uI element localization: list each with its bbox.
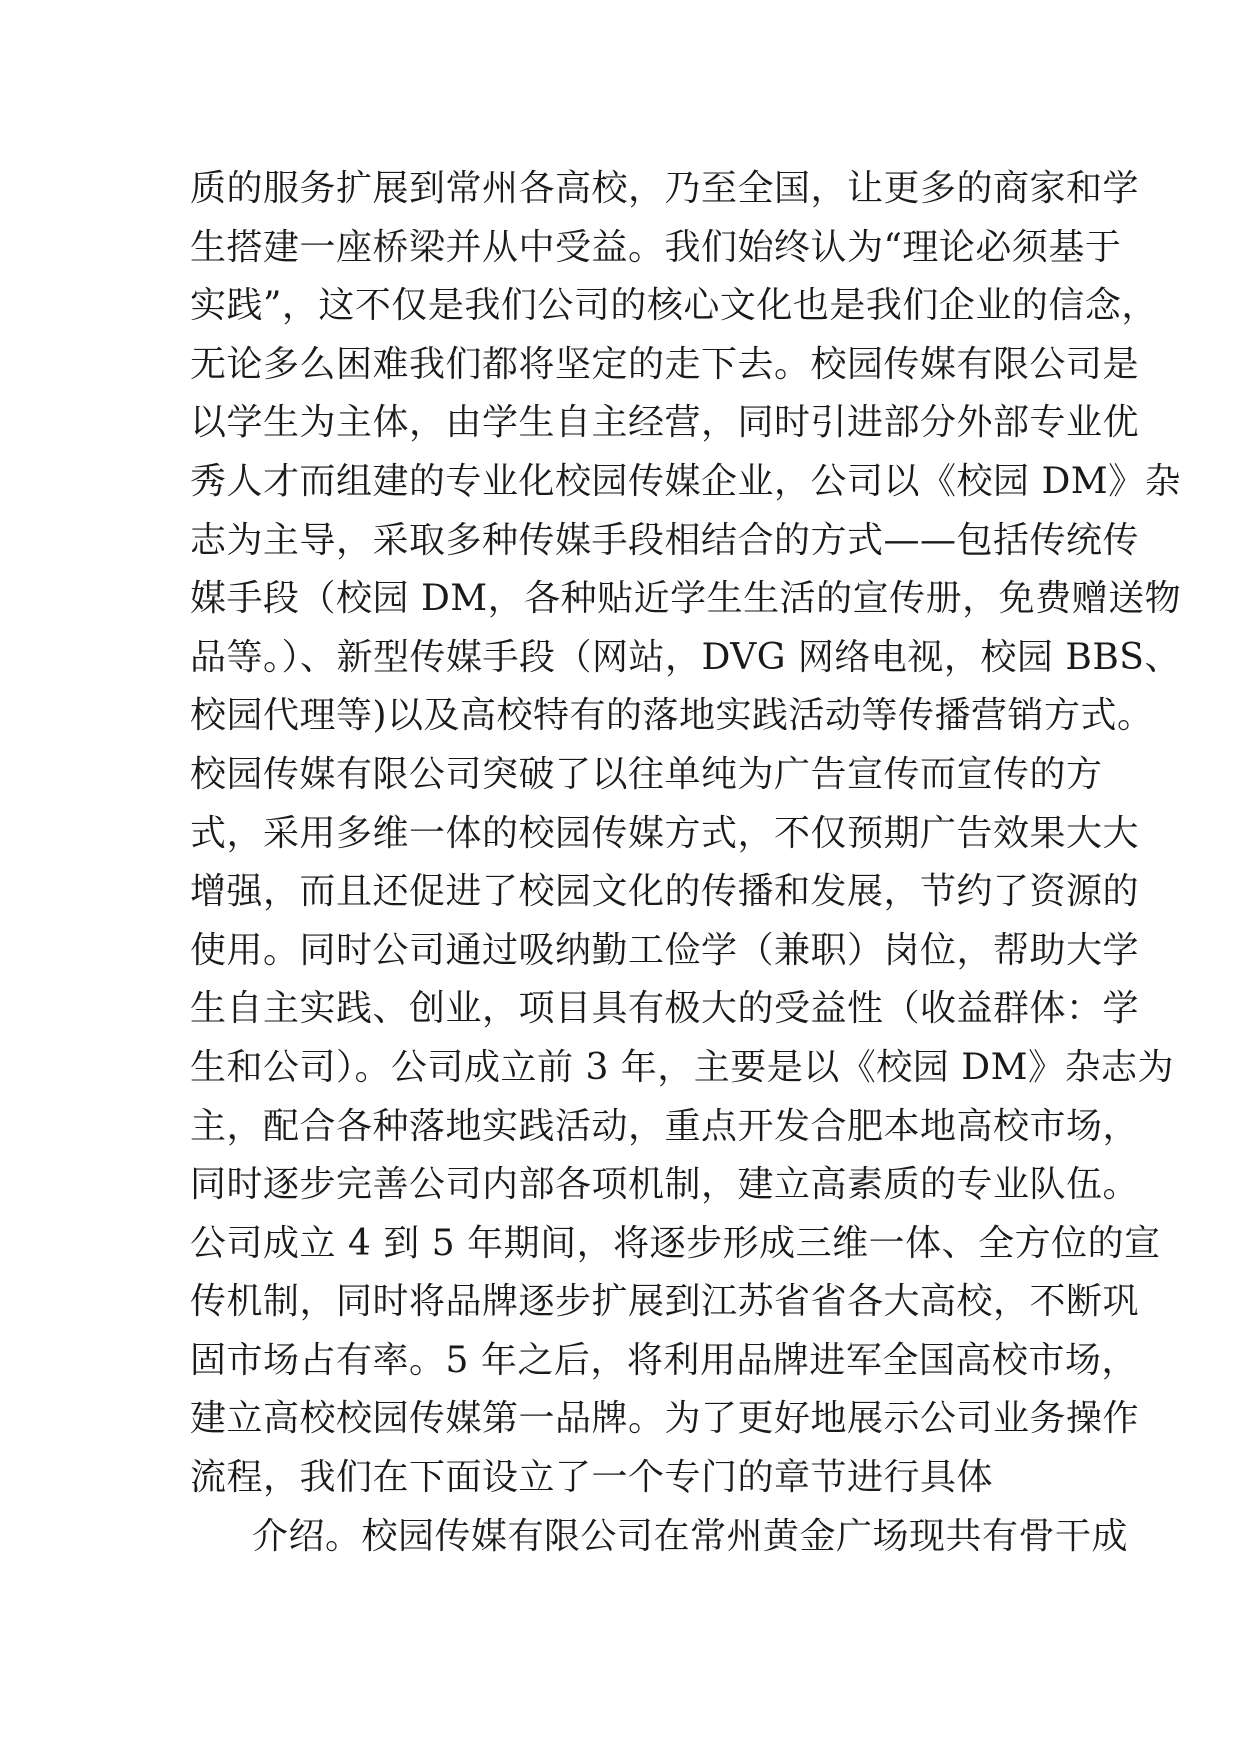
text-line: 媒手段（校园 DM，各种贴近学生生活的宣传册，免费赠送物 [190, 578, 1182, 620]
text-line: 生自主实践、创业，项目具有极大的受益性（收益群体：学 [190, 988, 1140, 1030]
text-line: 生和公司）。公司成立前 3 年，主要是以《校园 DM》杂志为 [190, 1046, 1174, 1088]
text-line: 生搭建一座桥梁并从中受益。我们始终认为“理论必须基于 [190, 226, 1122, 268]
text-line: 实践”，这不仅是我们公司的核心文化也是我们企业的信念， [190, 285, 1158, 327]
text-line: 以学生为主体，由学生自主经营，同时引进部分外部专业优 [190, 402, 1140, 444]
paragraph-start-line: 介绍。校园传媒有限公司在常州黄金广场现共有骨干成 [252, 1515, 1129, 1557]
text-line: 使用。同时公司通过吸纳勤工俭学（兼职）岗位，帮助大学 [190, 929, 1140, 971]
text-line: 同时逐步完善公司内部各项机制，建立高素质的专业队伍。 [190, 1164, 1140, 1206]
text-line: 建立高校校园传媒第一品牌。为了更好地展示公司业务操作 [190, 1398, 1140, 1440]
text-line: 品等。）、新型传媒手段（网站，DVG 网络电视，校园 BBS、 [190, 636, 1181, 678]
text-line: 主，配合各种落地实践活动，重点开发合肥本地高校市场， [190, 1105, 1140, 1147]
body-text [190, 160, 1182, 1566]
text-line: 流程，我们在下面设立了一个专门的章节进行具体 [190, 1457, 994, 1499]
text-line: 增强，而且还促进了校园文化的传播和发展，节约了资源的 [190, 871, 1140, 913]
text-line: 传机制，同时将品牌逐步扩展到江苏省省各大高校，不断巩 [190, 1281, 1140, 1323]
text-line: 校园传媒有限公司突破了以往单纯为广告宣传而宣传的方 [190, 753, 1103, 795]
text-line: 校园代理等)以及高校特有的落地实践活动等传播营销方式。 [190, 695, 1154, 737]
text-line: 公司成立 4 到 5 年期间，将逐步形成三维一体、全方位的宣 [190, 1222, 1161, 1264]
text-line: 志为主导，采取多种传媒手段相结合的方式——包括传统传 [190, 519, 1140, 561]
text-line: 固市场占有率。5 年之后，将利用品牌进军全国高校市场， [190, 1339, 1138, 1381]
text-line: 秀人才而组建的专业化校园传媒企业，公司以《校园 DM》杂 [190, 460, 1182, 502]
text-line: 质的服务扩展到常州各高校，乃至全国，让更多的商家和学 [190, 168, 1140, 209]
text-line: 无论多么困难我们都将坚定的走下去。校园传媒有限公司是 [190, 343, 1140, 385]
text-line: 式，采用多维一体的校园传媒方式，不仅预期广告效果大大 [190, 812, 1140, 854]
